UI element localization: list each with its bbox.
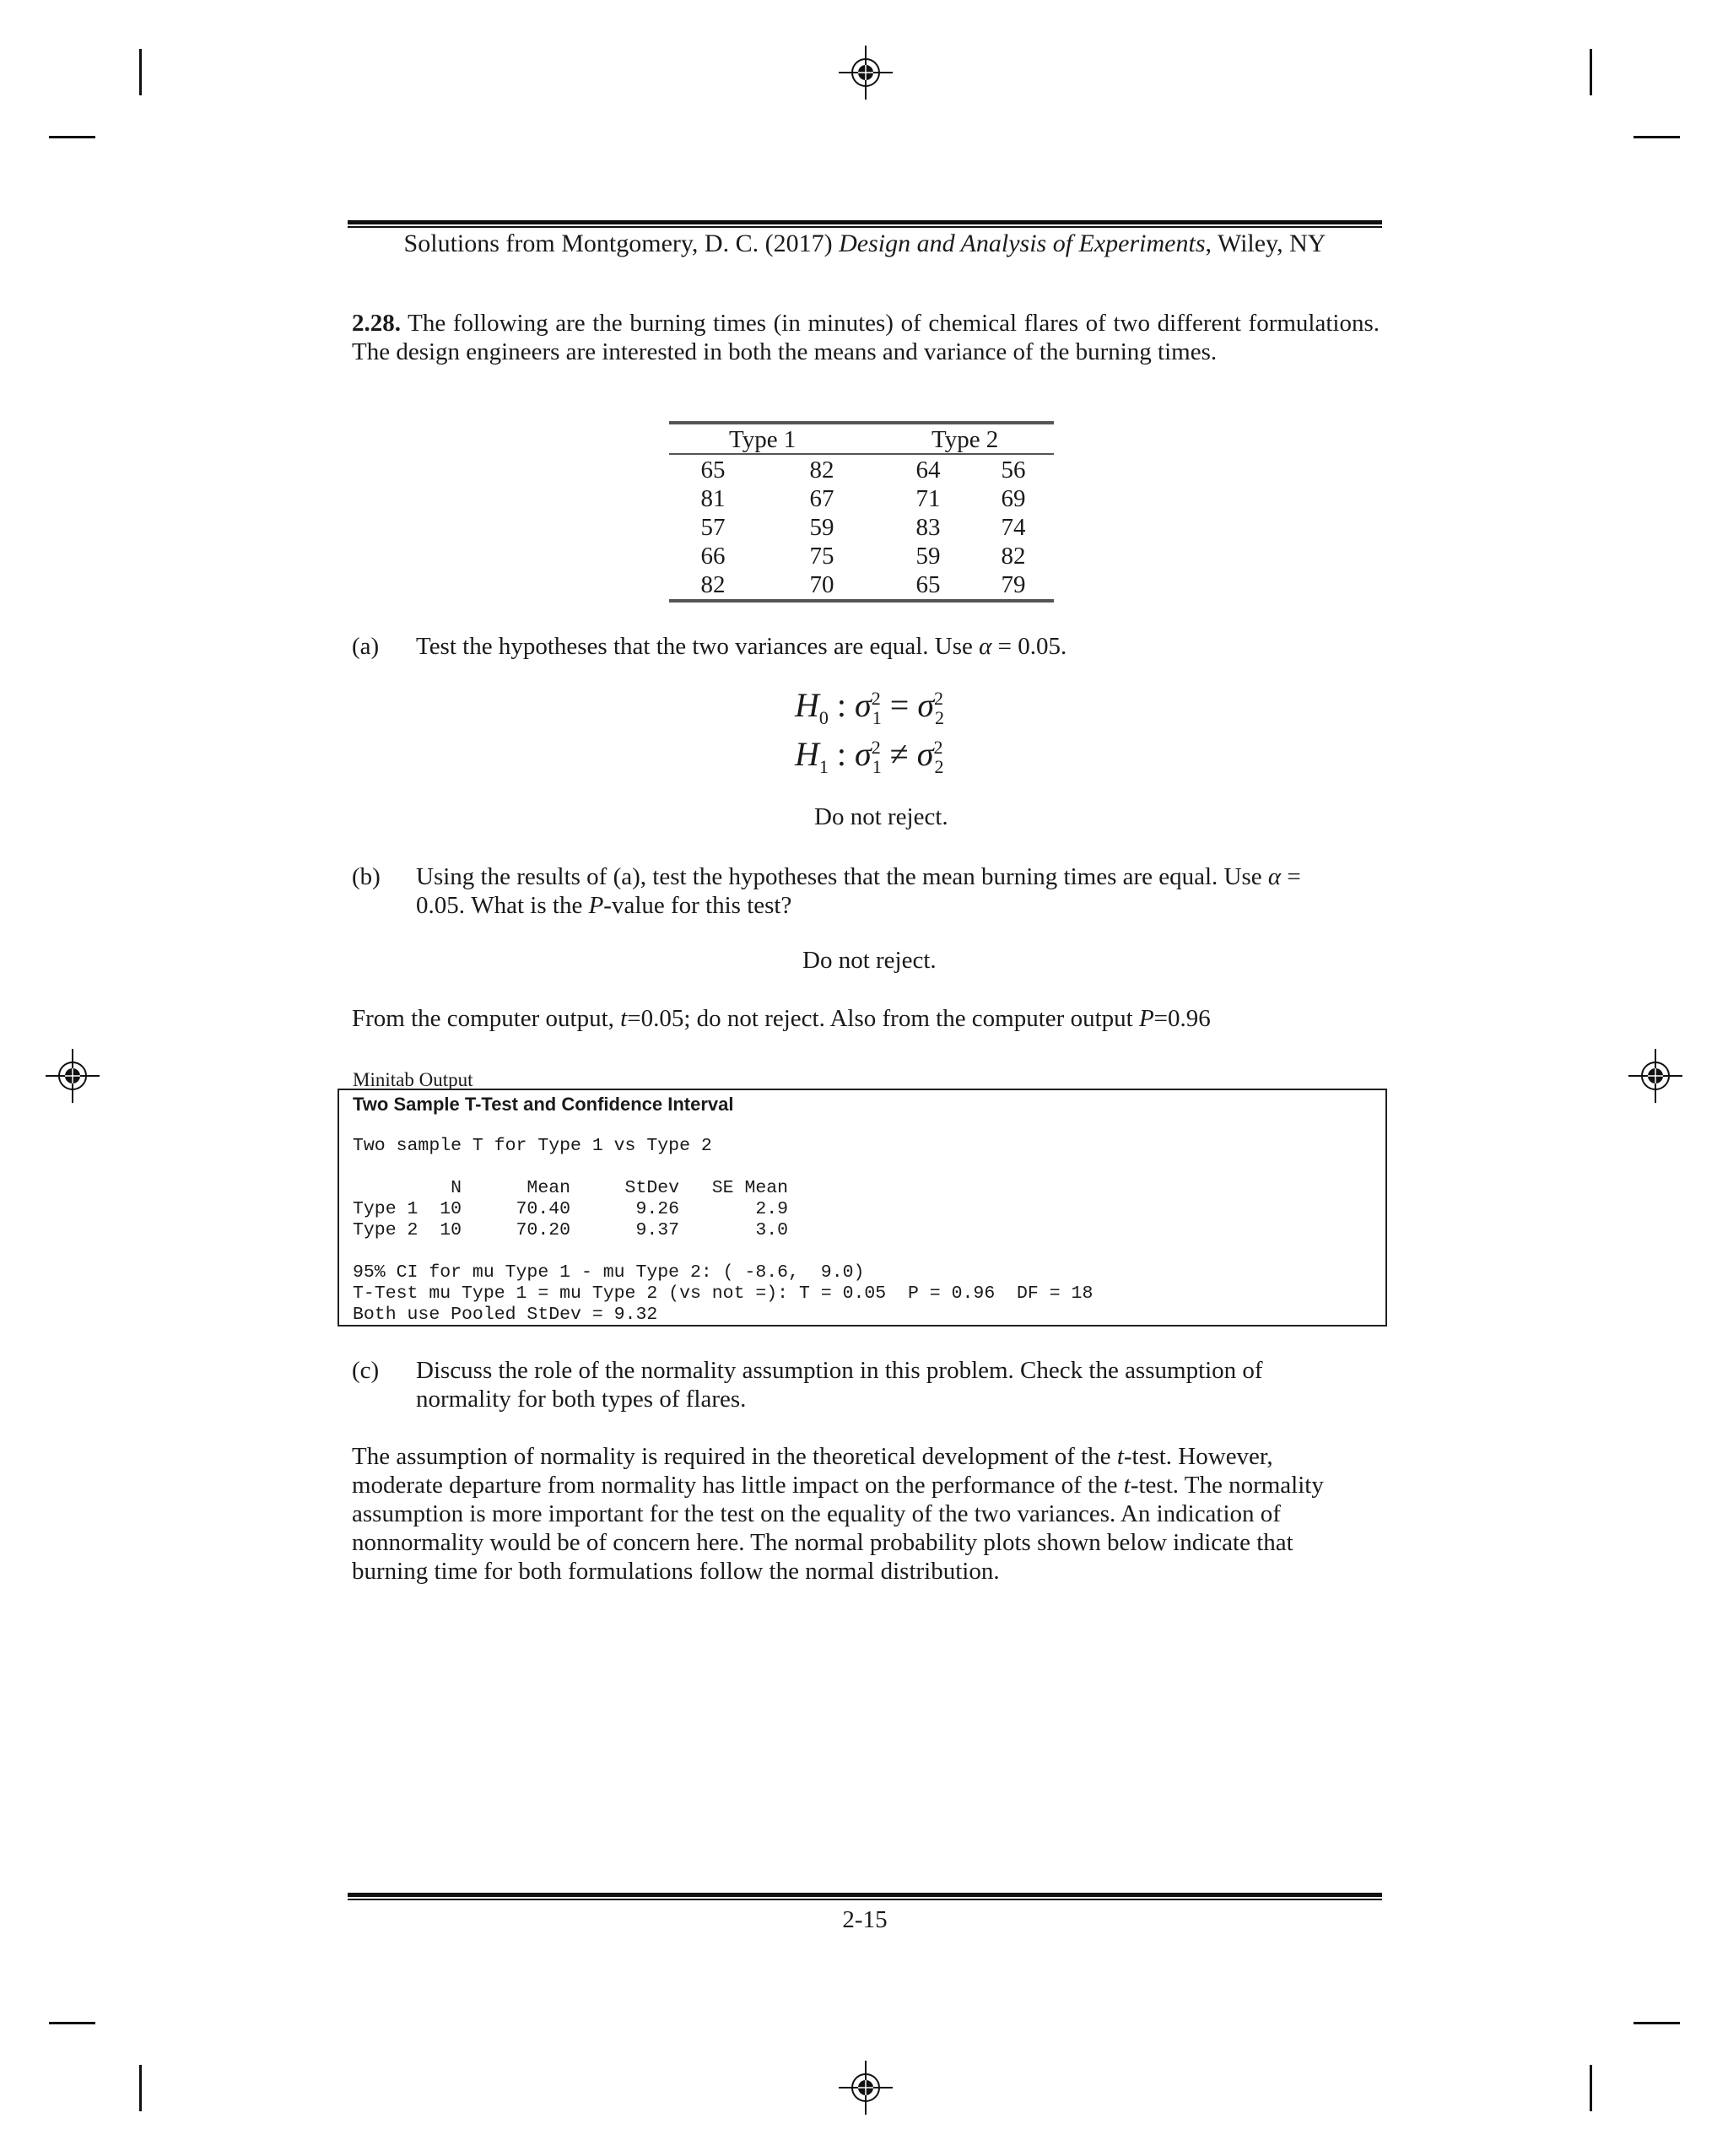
normality-discussion: The assumption of normality is required in the theoretical development of the t-test. However, moderate departure from normality has little impact on the performance of the t-test. The normality assumption is more important for the test on the equality of the two variances. An indication of nonnormality would be of concern here. The normal probability plots shown below indicate that burning time for both formulations follow the normal distribution. [352, 1443, 1324, 1585]
registration-mark-right-icon [1628, 1049, 1682, 1103]
running-header [348, 230, 1382, 258]
header-book-title: Design and Analysis of Experiments [839, 230, 1206, 257]
registration-mark-left-icon [46, 1049, 100, 1103]
registration-mark-top-icon [839, 46, 893, 100]
table-top-rule [669, 421, 1054, 424]
minitab-line: 95% CI for mu Type 1 - mu Type 2: ( -8.6, 9.0) [353, 1262, 865, 1283]
crop-mark-bottom-left [139, 2065, 142, 2111]
minitab-line: Type 1 10 70.40 9.26 2.9 [353, 1199, 789, 1219]
part-b-text4: -value for this test? [603, 892, 792, 919]
header-rule-thin [348, 226, 1382, 228]
minitab-line: Both use Pooled StDev = 9.32 [353, 1305, 658, 1325]
table-bottom-rule [669, 599, 1054, 602]
header-suffix: , Wiley, NY [1205, 230, 1326, 257]
table-cell: 67 [809, 485, 834, 512]
table-cell: 56 [1001, 457, 1026, 484]
part-c-text: Discuss the role of the normality assumption in this problem. Check the assumption of normality for both types of flares. [416, 1357, 1263, 1413]
table-cell: 59 [809, 514, 834, 541]
crop-mark-bottom-right [1590, 2065, 1592, 2111]
table-header-type2: Type 2 [932, 426, 999, 453]
minitab-caption: Minitab Output [353, 1069, 473, 1090]
problem-statement [352, 309, 1380, 366]
table-cell: 82 [700, 571, 726, 598]
problem-number: 2.28. [352, 310, 401, 337]
table-cell: 83 [915, 514, 941, 541]
part-b-text2: = [1281, 863, 1301, 890]
table-cell: 82 [1001, 543, 1026, 570]
registration-mark-bottom-icon [839, 2061, 893, 2115]
crop-mark-top-left [139, 49, 142, 95]
minitab-title: Two Sample T-Test and Confidence Interval [353, 1094, 734, 1115]
computer-output-summary: From the computer output, t=0.05; do not reject. Also from the computer output P=0.96 [352, 1005, 1211, 1032]
table-cell: 65 [915, 571, 941, 598]
minitab-line: N Mean StDev SE Mean [353, 1178, 789, 1198]
alpha-symbol: α [1267, 863, 1282, 890]
page-number: 2-15 [842, 1906, 888, 1933]
part-a-text-before: Test the hypotheses that the two variances are equal. Use [416, 633, 980, 660]
table-header-type1: Type 1 [729, 426, 796, 453]
table-cell: 79 [1001, 571, 1026, 598]
table-cell: 74 [1001, 514, 1026, 541]
header-prefix: Solutions from Montgomery, D. C. (2017) [403, 230, 840, 257]
header-rule-thick [348, 220, 1382, 224]
part-a-text [416, 632, 1386, 661]
footer-rule-thick [348, 1893, 1382, 1897]
table-cell: 70 [809, 571, 834, 598]
null-hypothesis: $H_0$ : $\sigma^2_1 = \sigma^2_2$ [795, 686, 945, 728]
part-b-conclusion: Do not reject. [802, 947, 937, 974]
part-a-label: (a) [352, 633, 380, 660]
footer-rule-thin [348, 1899, 1382, 1900]
crop-mark-top-left-h [49, 136, 95, 138]
crop-mark-bottom-left-h [49, 2022, 95, 2024]
problem-text: The following are the burning times (in minutes) of chemical flares of two different formulations. The design engineers are interested in both the means and variance of the burning times. [352, 310, 1380, 365]
table-cell: 65 [700, 457, 726, 484]
table-cell: 81 [700, 485, 726, 512]
part-a-text-after: = 0.05. [991, 633, 1067, 660]
crop-mark-top-right [1590, 49, 1592, 95]
part-b-text [416, 862, 1386, 920]
table-cell: 66 [700, 543, 726, 570]
table-cell: 71 [915, 485, 941, 512]
alpha-symbol: α [979, 633, 992, 660]
table-cell: 69 [1001, 485, 1026, 512]
p-italic: P [588, 892, 604, 919]
minitab-line: Two sample T for Type 1 vs Type 2 [353, 1136, 712, 1156]
part-b-text1: Using the results of (a), test the hypotheses that the mean burning times are equal. Use [416, 863, 1268, 890]
minitab-line: Type 2 10 70.20 9.37 3.0 [353, 1220, 789, 1240]
table-cell: 59 [915, 543, 941, 570]
table-header-rule [669, 453, 1054, 455]
table-cell: 75 [809, 543, 834, 570]
minitab-line: T-Test mu Type 1 = mu Type 2 (vs not =): T = 0.05 P = 0.96 DF = 18 [353, 1283, 1094, 1304]
part-c-label: (c) [352, 1357, 380, 1384]
table-cell: 82 [809, 457, 834, 484]
crop-mark-top-right-h [1634, 136, 1680, 138]
crop-mark-bottom-right-h [1634, 2022, 1680, 2024]
part-b-text3: 0.05. What is the [416, 892, 589, 919]
alternative-hypothesis: $H_1$ : $\sigma^2_1 \ne \sigma^2_2$ [795, 735, 944, 777]
table-cell: 64 [915, 457, 941, 484]
table-cell: 57 [700, 514, 726, 541]
part-a-conclusion: Do not reject. [814, 803, 948, 830]
part-b-label: (b) [352, 863, 381, 890]
